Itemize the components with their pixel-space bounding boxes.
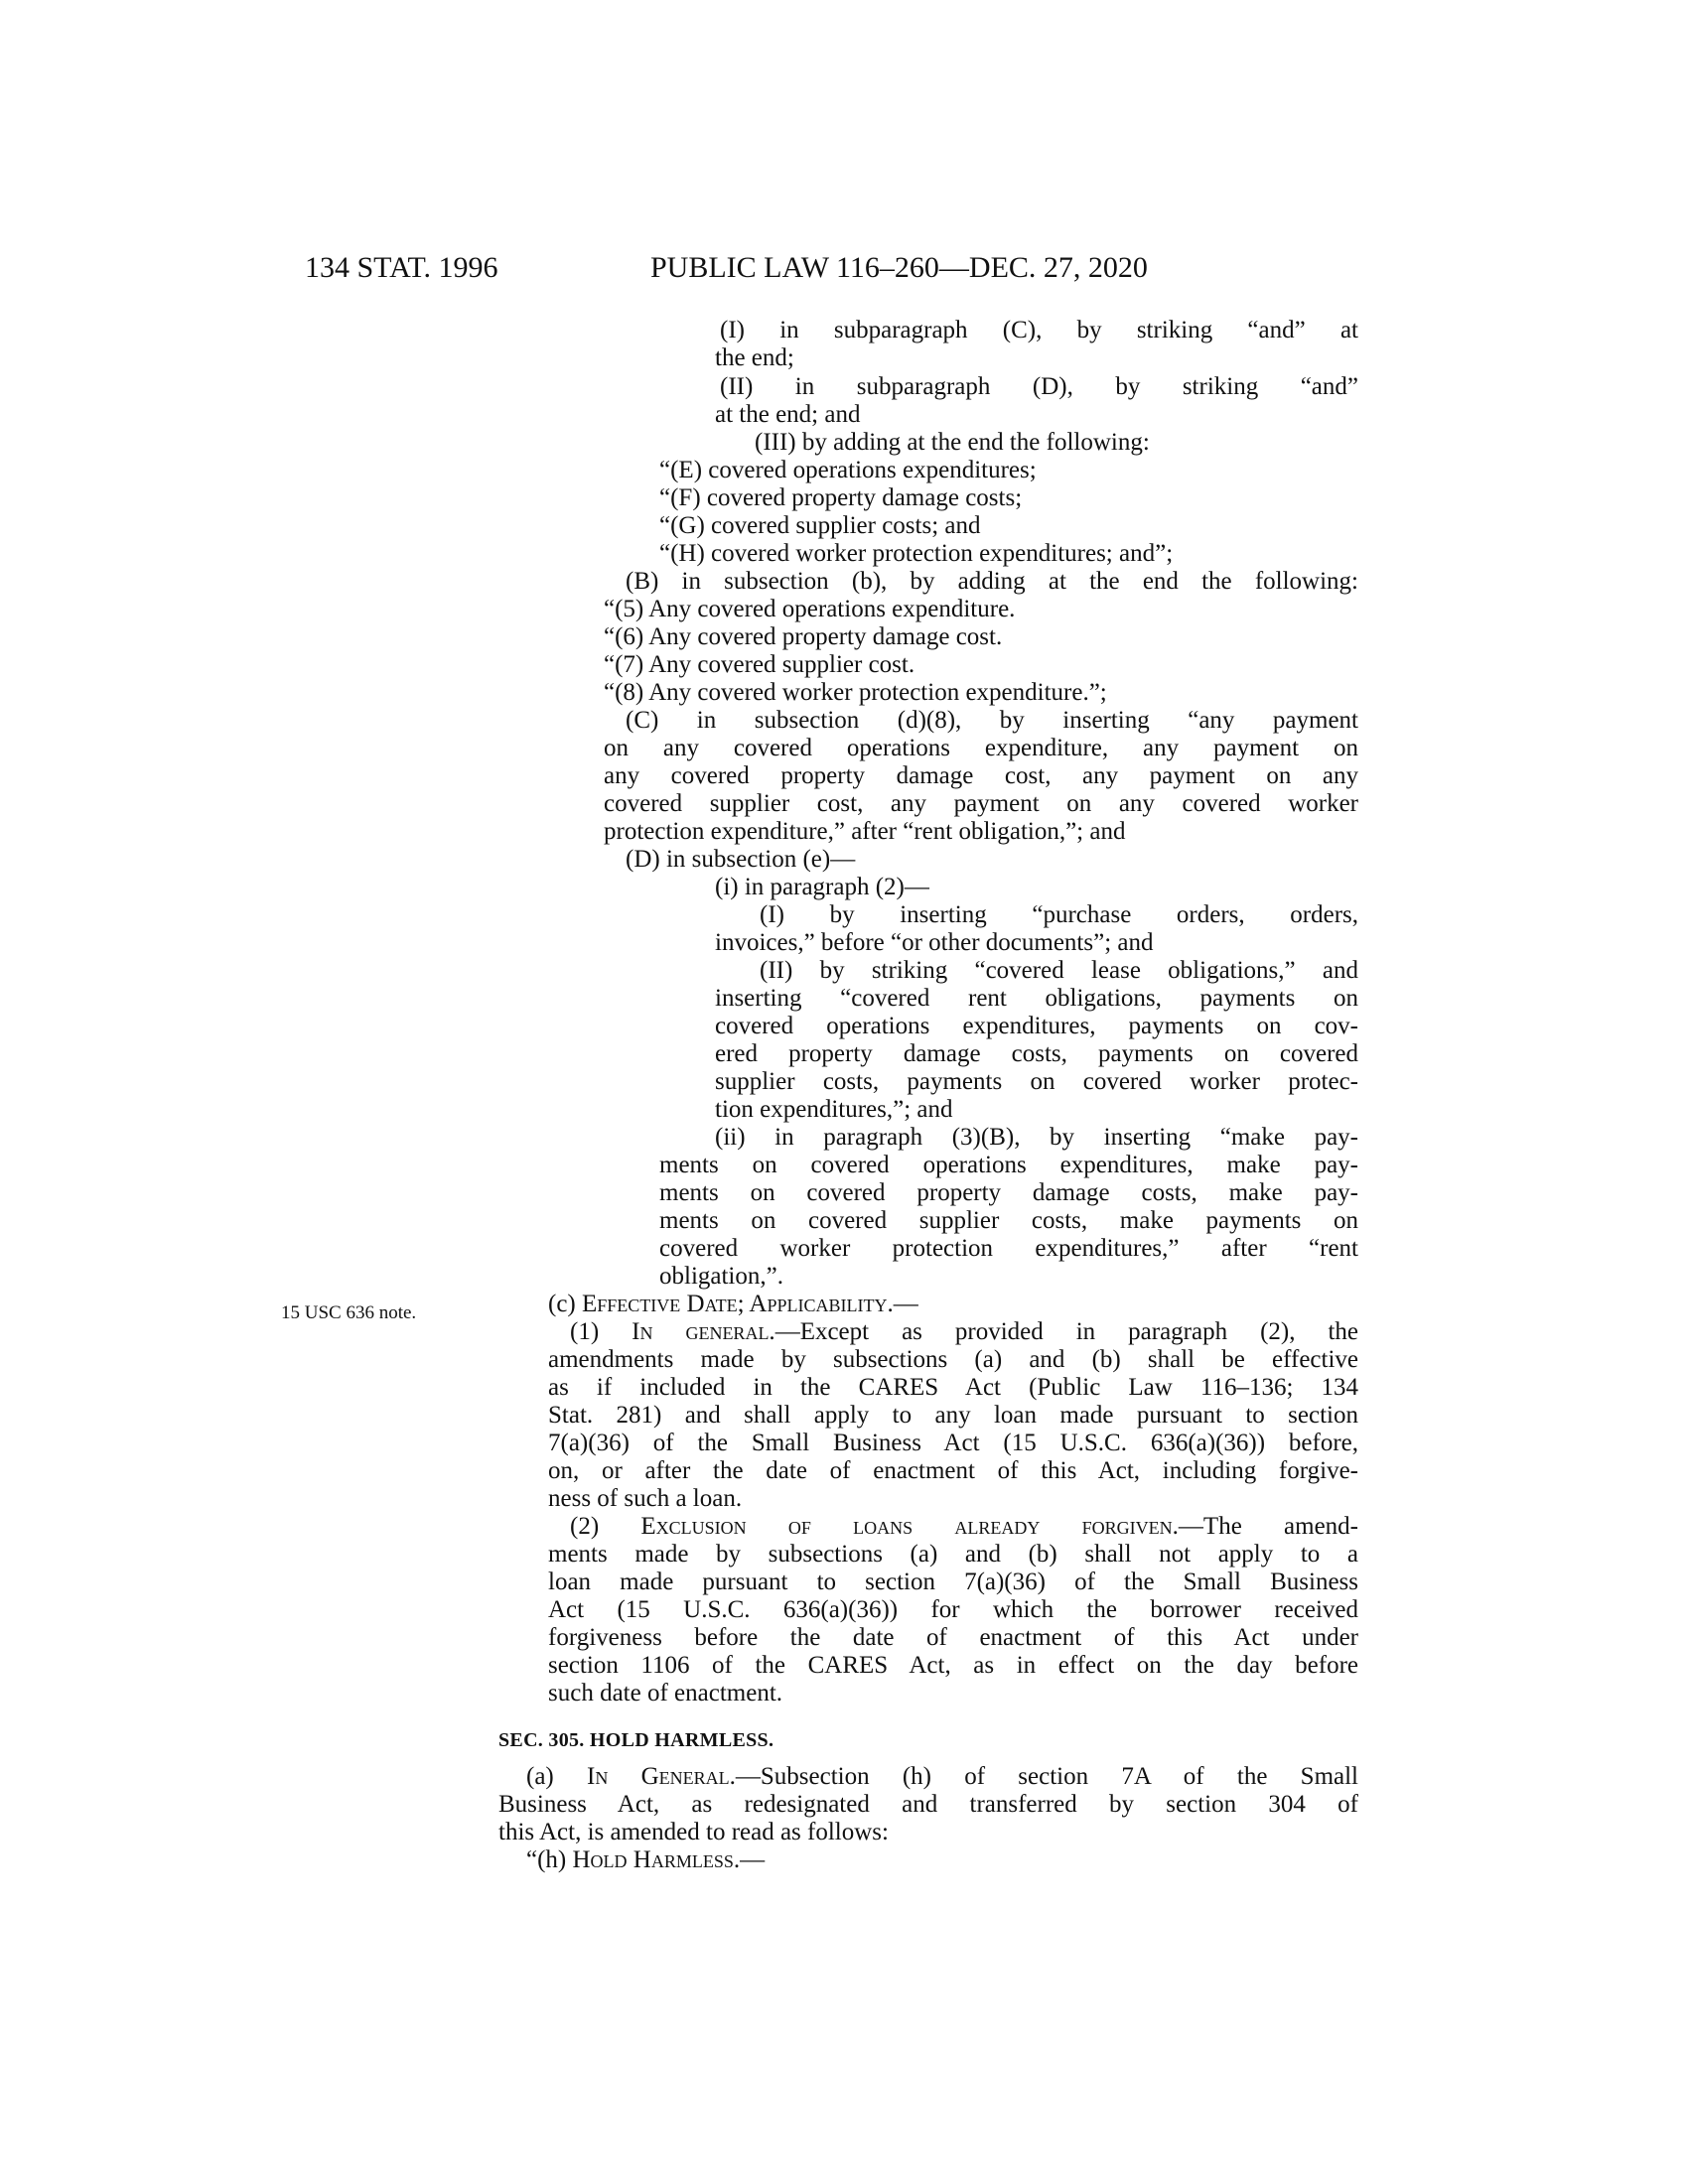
paragraph-caption: In General. (587, 1763, 736, 1790)
text-line: “(E) covered operations expenditures; (659, 457, 1037, 483)
paragraph-heading: (a) In General.—Subsection (h) of section 7A of the Small (526, 1763, 1358, 1790)
paragraph-heading: (1) In general.—Except as provided in paragraph (2), the (570, 1318, 1358, 1345)
text-line: “(8) Any covered worker protection expenditure.”; (604, 679, 1107, 706)
text-line: (B) in subsection (b), by adding at the end the following: (626, 568, 1358, 595)
text-line: covered worker protection expenditures,” after “rent (659, 1235, 1358, 1262)
text-line: ness of such a loan. (548, 1485, 743, 1512)
section-heading: SEC. 305. HOLD HARMLESS. (498, 1729, 774, 1751)
text-line: obligation,”. (659, 1263, 783, 1290)
text-line: “(F) covered property damage costs; (659, 484, 1023, 511)
text-line: ments on covered operations expenditures, make pay- (659, 1152, 1358, 1178)
text-line: loan made pursuant to section 7(a)(36) of the Small Business (548, 1569, 1358, 1595)
statute-page-number: 134 STAT. 1996 (305, 251, 498, 284)
subsection-caption: Hold Harmless. (572, 1846, 741, 1873)
text-line: covered supplier cost, any payment on any covered worker (604, 790, 1358, 817)
text-line: 7(a)(36) of the Small Business Act (15 U.S.C. 636(a)(36)) before, (548, 1430, 1358, 1456)
text-line: this Act, is amended to read as follows: (498, 1819, 889, 1845)
text-line: ments made by subsections (a) and (b) shall not apply to a (548, 1541, 1358, 1568)
paragraph-heading: (2) Exclusion of loans already forgiven.—The amend- (570, 1513, 1358, 1540)
text-line: covered operations expenditures, payments on cov- (715, 1013, 1358, 1039)
text-line: at the end; and (715, 401, 861, 428)
text-line: (I) in subparagraph (C), by striking “and” at (720, 317, 1358, 343)
text-line: “(7) Any covered supplier cost. (604, 651, 915, 678)
text-line: (C) in subsection (d)(8), by inserting “any payment (626, 707, 1358, 734)
margin-note: 15 USC 636 note. (281, 1302, 417, 1323)
paragraph-caption: In general. (632, 1318, 775, 1345)
text-line: inserting “covered rent obligations, payments on (715, 985, 1358, 1012)
text-line: any covered property damage cost, any payment on any (604, 762, 1358, 789)
text-line: “(5) Any covered operations expenditure. (604, 596, 1016, 622)
text-line: forgiveness before the date of enactment of this Act under (548, 1624, 1358, 1651)
running-header-title: PUBLIC LAW 116–260—DEC. 27, 2020 (650, 251, 1148, 284)
text-line: (ii) in paragraph (3)(B), by inserting “make pay- (715, 1124, 1358, 1151)
text-line: (III) by adding at the end the following: (755, 429, 1150, 456)
text-line: ments on covered supplier costs, make payments on (659, 1207, 1358, 1234)
text-line: amendments made by subsections (a) and (b) shall be effective (548, 1346, 1358, 1373)
text-line: (I) by inserting “purchase orders, orders, (760, 901, 1358, 928)
subsection-caption: Effective Date; Applicability. (582, 1291, 894, 1317)
text-line: supplier costs, payments on covered worker protec- (715, 1068, 1358, 1095)
text-line: “(G) covered supplier costs; and (659, 512, 981, 539)
text-line: (II) by striking “covered lease obligations,” and (760, 957, 1358, 984)
text-line: (D) in subsection (e)— (626, 846, 856, 873)
text-line: “(6) Any covered property damage cost. (604, 623, 1003, 650)
text-line: (II) in subparagraph (D), by striking “and” (720, 373, 1358, 400)
text-line: as if included in the CARES Act (Public Law 116–136; 134 (548, 1374, 1358, 1401)
text-line: Business Act, as redesignated and transferred by section 304 of (498, 1791, 1358, 1818)
text-line: tion expenditures,”; and (715, 1096, 953, 1123)
text-line: Stat. 281) and shall apply to any loan made pursuant to section (548, 1402, 1358, 1429)
text-line: “(H) covered worker protection expenditures; and”; (659, 540, 1174, 567)
text-line: section 1106 of the CARES Act, as in effect on the day before (548, 1652, 1358, 1679)
text-line: on, or after the date of enactment of this Act, including forgive- (548, 1457, 1358, 1484)
text-line: invoices,” before “or other documents”; and (715, 929, 1154, 956)
subsection-heading: (c) Effective Date; Applicability.— (548, 1291, 918, 1317)
text-line: Act (15 U.S.C. 636(a)(36)) for which the borrower received (548, 1596, 1358, 1623)
text-line: (i) in paragraph (2)— (715, 874, 929, 900)
text-line: ered property damage costs, payments on covered (715, 1040, 1358, 1067)
paragraph-caption: Exclusion of loans already forgiven. (640, 1513, 1179, 1540)
subsection-heading: “(h) Hold Harmless.— (526, 1846, 766, 1873)
text-line: protection expenditure,” after “rent obligation,”; and (604, 818, 1126, 845)
text-line: the end; (715, 344, 794, 371)
text-line: ments on covered property damage costs, make pay- (659, 1179, 1358, 1206)
text-line: on any covered operations expenditure, any payment on (604, 735, 1358, 761)
text-line: such date of enactment. (548, 1680, 783, 1706)
